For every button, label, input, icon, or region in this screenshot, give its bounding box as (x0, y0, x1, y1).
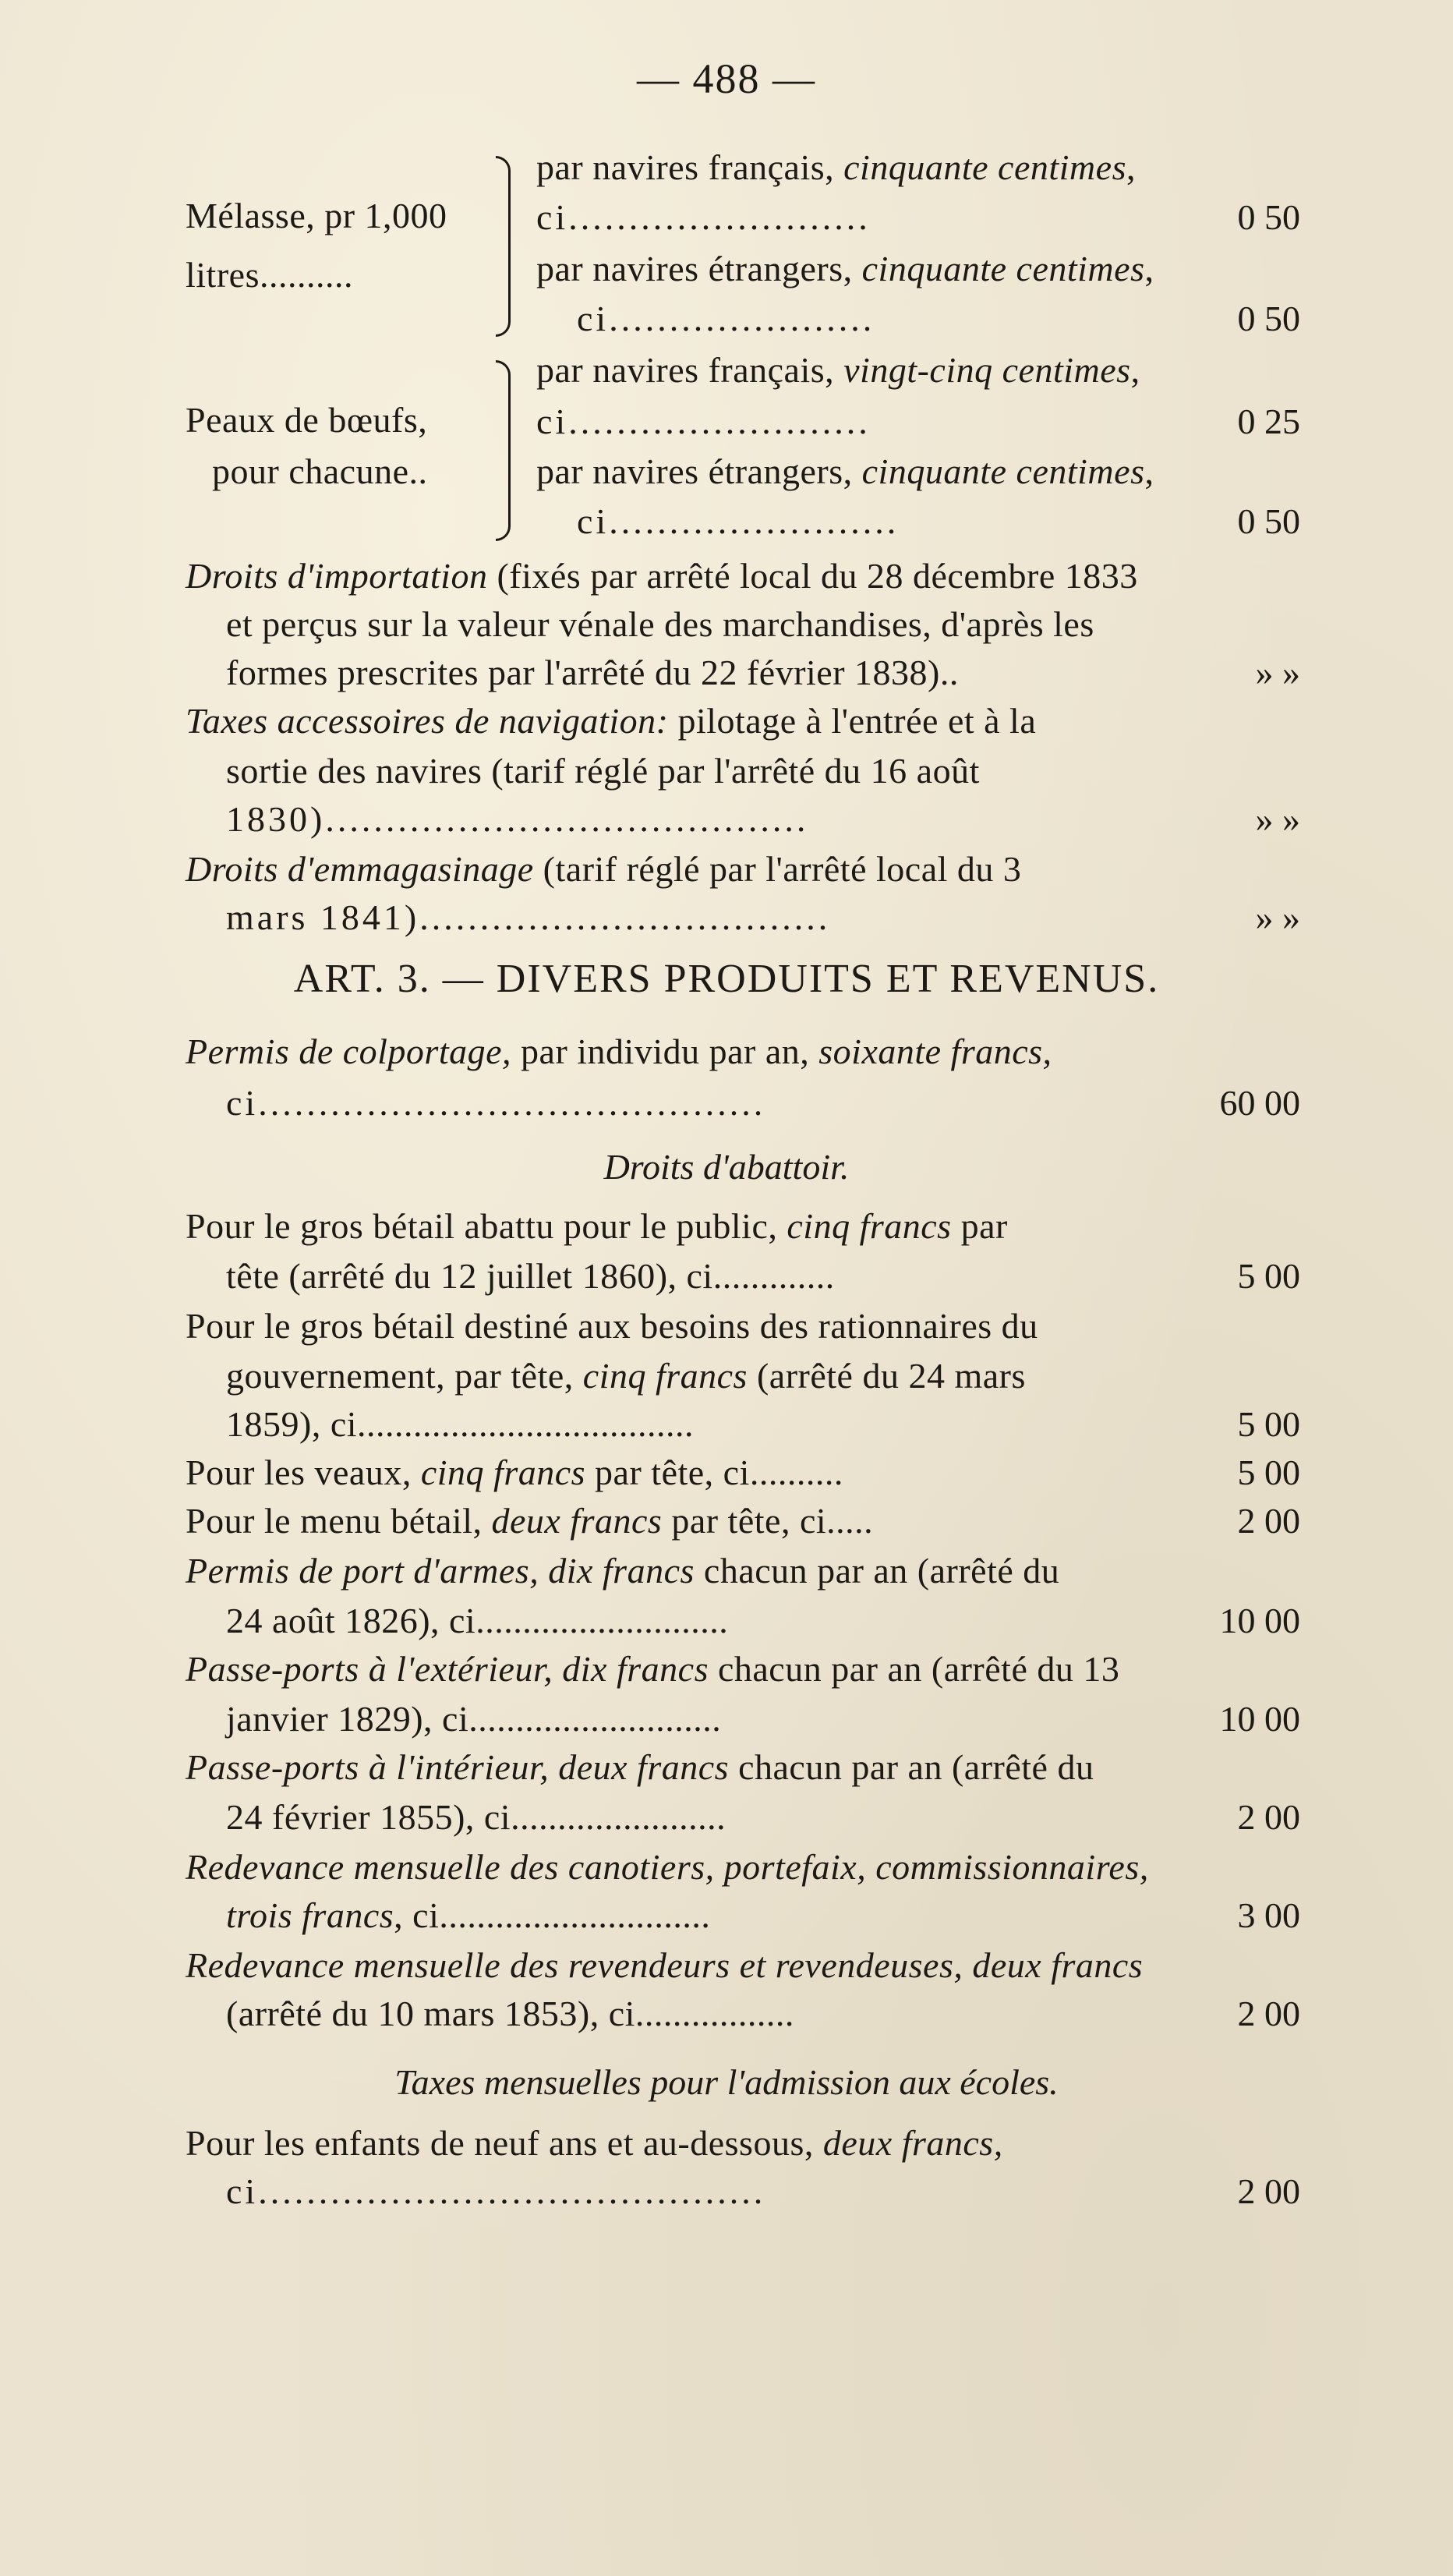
text-line: Pour les veaux, cinq francs par tête, ci.......... (186, 1453, 843, 1492)
text-line: Pour le menu bétail, deux francs par tête, ci..... (186, 1501, 874, 1541)
text-line: Redevance mensuelle des revendeurs et revendeuses, deux francs (186, 1945, 1144, 1985)
amount: 2 00 (1237, 1501, 1300, 1541)
text-line: janvier 1829), ci........................... (226, 1699, 722, 1739)
text-line: 1859), ci.................................... (226, 1404, 695, 1444)
text-line: Droits d'emmagasinage (tarif réglé par l'arrêté local du 3 (186, 849, 1022, 889)
text-line: ci.......................................... (226, 1083, 766, 1123)
text-line: 24 août 1826), ci........................... (226, 1601, 729, 1640)
text-line: tête (arrêté du 12 juillet 1860), ci............. (226, 1256, 835, 1296)
entry-label-line: Peaux de bœufs, (186, 400, 428, 440)
text-line: 1830)........................................ (226, 799, 809, 839)
brace-mark (496, 360, 511, 541)
text-line: Droits d'importation (fixés par arrêté local du 28 décembre 1833 (186, 556, 1138, 596)
text-line: Passe-ports à l'extérieur, dix francs chacun par an (arrêté du 13 (186, 1649, 1120, 1689)
amount: » » (1255, 653, 1300, 692)
text-line: 24 février 1855), ci....................... (226, 1797, 726, 1837)
entry-label-line: Mélasse, pr 1,000 (186, 196, 447, 235)
article-heading: ART. 3. — DIVERS PRODUITS ET REVENUS. (293, 957, 1160, 1001)
amount: » » (1255, 799, 1300, 839)
amount: 10 00 (1219, 1699, 1300, 1739)
section-title-abattoir: Droits d'abattoir. (603, 1147, 850, 1187)
text-line: ci........................ (577, 501, 900, 541)
text-line: Permis de colportage, par individu par an, soixante francs, (186, 1031, 1052, 1071)
text-line: sortie des navires (tarif réglé par l'arrêté du 16 août (226, 751, 980, 791)
text-line: Pour les enfants de neuf ans et au-dessous, deux francs, (186, 2123, 1003, 2163)
text-line: par navires étrangers, cinquante centimes, (536, 249, 1154, 288)
amount: 5 00 (1237, 1256, 1300, 1296)
text-line: mars 1841).................................. (226, 897, 831, 937)
text-line: Passe-ports à l'intérieur, deux francs chacun par an (arrêté du (186, 1747, 1094, 1787)
entry-label-line: litres.......... (186, 255, 353, 295)
text-line: par navires français, cinquante centimes, (536, 147, 1136, 187)
amount: 0 50 (1237, 501, 1300, 541)
amount: 0 50 (1237, 197, 1300, 237)
text-line: Taxes accessoires de navigation: pilotage à l'entrée et à la (186, 701, 1037, 741)
amount: 5 00 (1237, 1404, 1300, 1444)
text-line: ci...................... (577, 299, 875, 338)
entry-label-line: pour chacune.. (212, 451, 428, 491)
text-line: (arrêté du 10 mars 1853), ci................. (226, 1994, 794, 2033)
brace-mark (496, 156, 511, 337)
page-number: — 488 — (637, 55, 816, 102)
text-line: Permis de port d'armes, dix francs chacun par an (arrêté du (186, 1551, 1060, 1591)
text-line: ci.......................................... (226, 2171, 766, 2211)
text-line: et perçus sur la valeur vénale des marchandises, d'après les (226, 604, 1094, 644)
amount: 0 50 (1237, 299, 1300, 338)
text-line: par navires français, vingt-cinq centimes, (536, 350, 1140, 390)
amount: 5 00 (1237, 1453, 1300, 1492)
amount: 2 00 (1237, 2171, 1300, 2211)
text-line: ci......................... (536, 402, 871, 441)
amount: » » (1255, 897, 1300, 937)
amount: 2 00 (1237, 1797, 1300, 1837)
amount: 0 25 (1237, 402, 1300, 441)
text-line: Pour le gros bétail destiné aux besoins des rationnaires du (186, 1306, 1038, 1346)
text-line: gouvernement, par tête, cinq francs (arrêté du 24 mars (226, 1356, 1026, 1396)
section-title-ecoles: Taxes mensuelles pour l'admission aux écoles. (394, 2062, 1059, 2102)
text-line: Redevance mensuelle des canotiers, portefaix, commissionnaires, (186, 1847, 1149, 1887)
text-line: par navires étrangers, cinquante centimes, (536, 451, 1154, 491)
text-line: ci......................... (536, 197, 871, 237)
amount: 10 00 (1219, 1601, 1300, 1640)
amount: 3 00 (1237, 1895, 1300, 1935)
text-line: trois francs, ci............................. (226, 1895, 711, 1935)
amount: 2 00 (1237, 1994, 1300, 2033)
amount: 60 00 (1219, 1083, 1300, 1123)
text-line: formes prescrites par l'arrêté du 22 février 1838).. (226, 653, 959, 692)
text-line: Pour le gros bétail abattu pour le public, cinq francs par (186, 1206, 1008, 1246)
